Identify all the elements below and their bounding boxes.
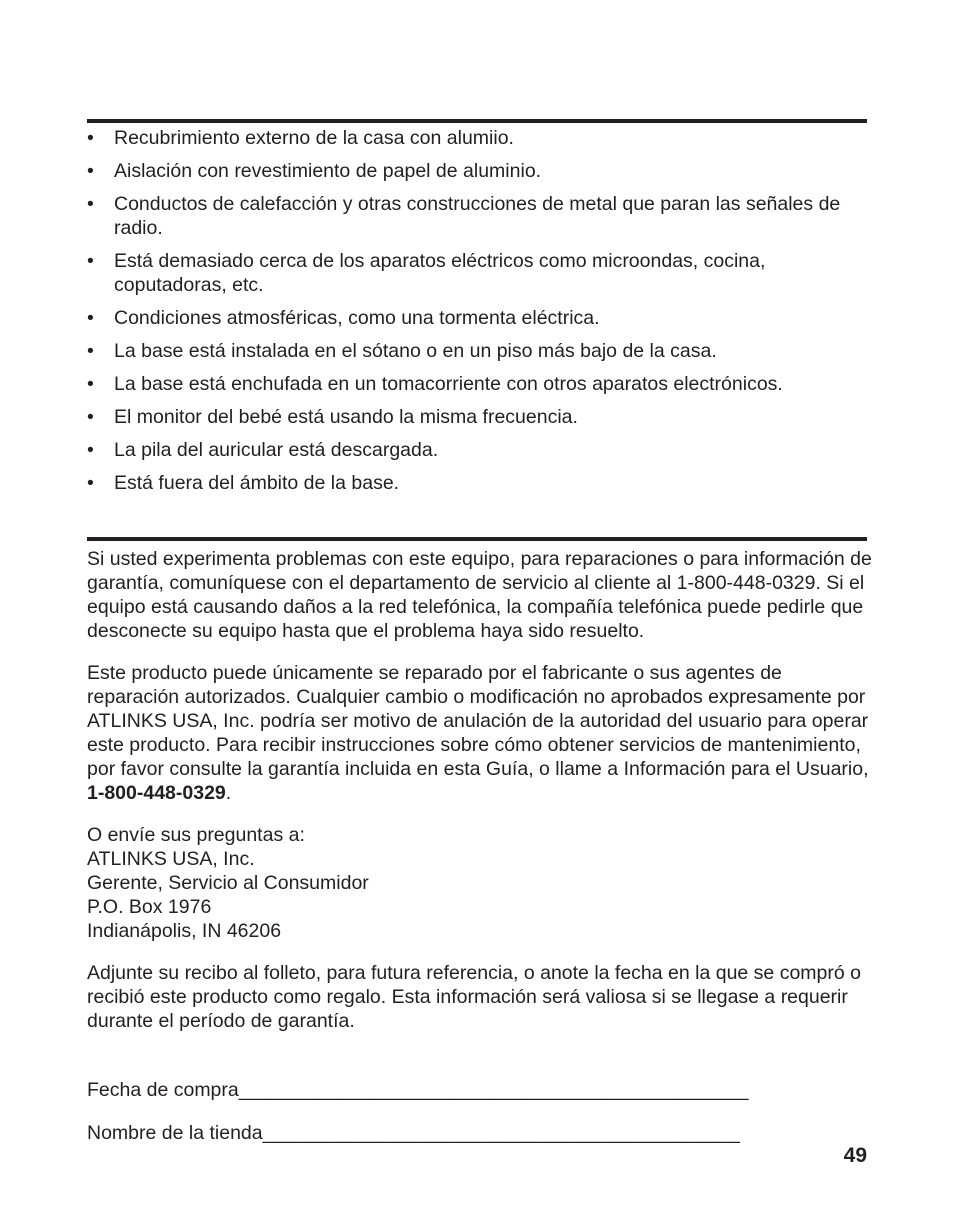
address-department: Gerente, Servicio al Consumidor (87, 872, 369, 894)
service-paragraph: Si usted experimenta problemas con este equipo, para reparaciones o para información de garantía, comuníquese con el departamento de servicio al cliente al 1-800-448-0329. Si el equipo está causando daños a la red telefónica, la compañía telefónica puede pedirle que desconecte su equipo hasta que el problema haya sido resuelto. (87, 548, 872, 642)
list-item (87, 471, 867, 495)
address-city: Indianápolis, IN 46206 (87, 920, 282, 942)
bullet: • (87, 472, 94, 494)
address-po-box: P.O. Box 1976 (87, 896, 212, 918)
list-item (87, 249, 867, 297)
bullet: • (87, 373, 94, 395)
mailing-address (87, 823, 877, 943)
repair-paragraph-text: Este producto puede únicamente se reparado por el fabricante o sus agentes de reparación autorizados. Cualquier cambio o modificación no aprobados expresamente por ATLINKS USA, Inc. podría ser motivo de anulación de la autoridad del usuario para operar este producto. Para recibir instrucciones sobre cómo obtener servicios de mantenimiento, por favor consulte la garantía incluida en esta Guía, o llame a Información para el Usuario, (87, 662, 869, 780)
bullet: • (87, 307, 94, 329)
list-item (87, 306, 867, 330)
list-item-text: El monitor del bebé está usando la misma frecuencia. (114, 406, 578, 428)
bullet: • (87, 127, 94, 149)
list-item-text: Recubrimiento externo de la casa con alumiio. (114, 127, 514, 149)
list-item (87, 126, 867, 150)
bullet: • (87, 160, 94, 182)
section-divider-top (87, 119, 867, 123)
list-item-text: La pila del auricular está descargada. (114, 439, 439, 461)
list-item-text: Está fuera del ámbito de la base. (114, 472, 400, 494)
service-section (87, 547, 877, 1051)
list-item (87, 372, 867, 396)
list-item (87, 159, 867, 183)
list-item (87, 438, 867, 462)
purchase-date-line: Fecha de compra_______________________________________________ (87, 1079, 749, 1101)
section-divider-service (87, 537, 867, 541)
bullet: • (87, 193, 94, 215)
list-item-text: La base está enchufada en un tomacorriente con otros aparatos electrónicos. (114, 373, 783, 395)
bullet: • (87, 439, 94, 461)
receipt-paragraph: Adjunte su recibo al folleto, para futura referencia, o anote la fecha en la que se compró o recibió este producto como regalo. Esta información será valiosa si se llegase a requerir durante el período de garantía. (87, 962, 861, 1032)
list-item (87, 339, 867, 363)
interference-causes-list (87, 126, 867, 504)
list-item-text: Conductos de calefacción y otras construcciones de metal que paran las señales de radio. (114, 193, 841, 239)
repair-paragraph (87, 661, 877, 805)
repair-paragraph-end: . (225, 782, 232, 804)
address-intro: O envíe sus preguntas a: (87, 824, 305, 846)
page-number: 49 (843, 1144, 867, 1167)
bullet: • (87, 250, 94, 272)
manual-page (87, 0, 872, 1215)
address-company: ATLINKS USA, Inc. (87, 848, 255, 870)
list-item-text: Está demasiado cerca de los aparatos eléctricos como microondas, cocina, coputadoras, etc. (114, 250, 766, 296)
store-name-line: Nombre de la tienda____________________________________________ (87, 1122, 740, 1144)
bullet: • (87, 406, 94, 428)
bullet: • (87, 340, 94, 362)
list-item-text: Aislación con revestimiento de papel de aluminio. (114, 160, 542, 182)
support-phone-number: 1-800-448-0329 (87, 782, 226, 804)
list-item (87, 192, 867, 240)
list-item-text: La base está instalada en el sótano o en un piso más bajo de la casa. (114, 340, 717, 362)
list-item (87, 405, 867, 429)
list-item-text: Condiciones atmosféricas, como una tormenta eléctrica. (114, 307, 600, 329)
